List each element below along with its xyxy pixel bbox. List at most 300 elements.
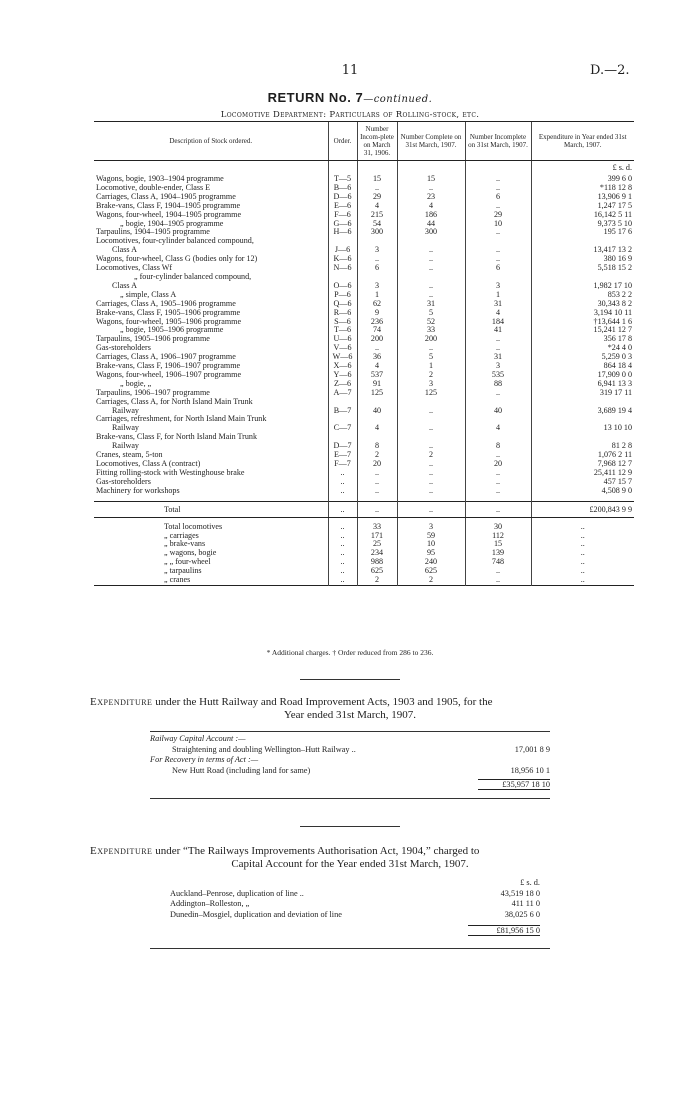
row-incomplete-1907: 41 xyxy=(465,326,531,335)
row-complete-1907: .. xyxy=(397,469,465,478)
row-incomplete-1907: 10 xyxy=(465,220,531,229)
improvements-rule-bottom xyxy=(150,948,550,949)
hutt-rule-bottom xyxy=(150,798,550,799)
table-row xyxy=(94,184,634,193)
row-order: F—7 xyxy=(328,460,357,469)
row-expenditure: 7,968 12 7 xyxy=(531,460,634,469)
table-row xyxy=(94,344,634,353)
col-header-description: Description of Stock ordered. xyxy=(94,122,328,161)
summary-complete-1907: 95 xyxy=(397,549,465,558)
row-order: E—7 xyxy=(328,451,357,460)
summary-incomplete-1907: 139 xyxy=(465,549,531,558)
hutt-item1-amount: 17,001 8 9 xyxy=(514,744,550,754)
total-expenditure: £200,843 9 9 xyxy=(531,501,634,517)
improvements-section xyxy=(170,878,540,936)
row-incomplete-1907: .. xyxy=(465,202,531,211)
row-complete-1907: 52 xyxy=(397,318,465,327)
row-description: Wagons, four-wheel, Class G (bodies only for 12) xyxy=(96,255,258,264)
table-row xyxy=(94,353,634,362)
row-incomplete-1906: 15 xyxy=(357,175,397,184)
total-label: Total xyxy=(94,501,328,517)
table-row xyxy=(94,193,634,202)
table-row xyxy=(94,300,634,309)
row-description: Tarpaulins, 1904–1905 programme xyxy=(96,228,210,237)
row-order: V—6 xyxy=(328,344,357,353)
divider xyxy=(300,679,400,680)
hutt-section xyxy=(150,734,550,790)
row-incomplete-1906: 54 xyxy=(357,220,397,229)
row-complete-1907 xyxy=(397,433,465,442)
summary-incomplete-1907: 748 xyxy=(465,558,531,567)
row-order: C—7 xyxy=(328,424,357,433)
summary-order: .. xyxy=(328,576,357,585)
improvements-item: Dunedin–Mosgiel, duplication and deviation of line xyxy=(170,909,342,919)
table-header-row xyxy=(94,122,634,161)
row-complete-1907: .. xyxy=(397,424,465,433)
row-order: T—6 xyxy=(328,326,357,335)
row-incomplete-1906: .. xyxy=(357,184,397,193)
row-expenditure: 380 16 9 xyxy=(531,255,634,264)
row-incomplete-1907: 31 xyxy=(465,353,531,362)
row-incomplete-1907: 3 xyxy=(465,282,531,291)
row-incomplete-1907: .. xyxy=(465,469,531,478)
summary-complete-1907: 2 xyxy=(397,576,465,585)
row-incomplete-1907: .. xyxy=(465,389,531,398)
row-complete-1907: 200 xyxy=(397,335,465,344)
row-complete-1907: .. xyxy=(397,460,465,469)
row-incomplete-1907: 31 xyxy=(465,300,531,309)
row-expenditure: 81 2 8 xyxy=(531,442,634,451)
row-expenditure: 319 17 11 xyxy=(531,389,634,398)
summary-complete-1907: 10 xyxy=(397,540,465,549)
row-description: Wagons, four-wheel, 1904–1905 programme xyxy=(96,210,242,219)
improvements-item: Addington–Rolleston, „ xyxy=(170,899,250,908)
row-description: Carriages, Class A, 1905–1906 programme xyxy=(96,299,236,308)
hutt-sub1: Railway Capital Account :— xyxy=(150,734,246,743)
table-bottom-border xyxy=(94,585,634,588)
row-complete-1907: .. xyxy=(397,442,465,451)
row-expenditure: 4,508 9 0 xyxy=(531,487,634,496)
currency-header: £ s. d. xyxy=(531,161,634,176)
row-incomplete-1906: 215 xyxy=(357,211,397,220)
hutt-sub2: For Recovery in terms of Act :— xyxy=(150,755,259,764)
summary-incomplete-1906: 2 xyxy=(357,576,397,585)
improvements-heading xyxy=(90,845,610,871)
row-incomplete-1906: 4 xyxy=(357,362,397,371)
summary-incomplete-1906: 988 xyxy=(357,558,397,567)
table-row xyxy=(94,220,634,229)
row-incomplete-1906: .. xyxy=(357,255,397,264)
improvements-heading-label: Expenditure xyxy=(90,845,153,857)
col-header-complete-1907: Number Complete on 31st March, 1907. xyxy=(397,122,465,161)
row-description: Railway xyxy=(112,424,139,433)
improvements-total: £81,956 15 0 xyxy=(468,925,540,936)
row-expenditure xyxy=(531,237,634,246)
row-expenditure: 5,259 0 3 xyxy=(531,353,634,362)
row-order: Y—6 xyxy=(328,371,357,380)
row-description: Railway xyxy=(112,442,139,451)
row-description: Gas-storeholders xyxy=(96,344,151,353)
row-incomplete-1906 xyxy=(357,273,397,282)
row-order: X—6 xyxy=(328,362,357,371)
row-incomplete-1907: 3 xyxy=(465,362,531,371)
row-incomplete-1906: 200 xyxy=(357,335,397,344)
table-row xyxy=(94,264,634,273)
row-order xyxy=(328,273,357,282)
row-complete-1907: 23 xyxy=(397,193,465,202)
row-order: G—6 xyxy=(328,220,357,229)
summary-incomplete-1906: 25 xyxy=(357,540,397,549)
row-complete-1907: 5 xyxy=(397,309,465,318)
row-complete-1907: .. xyxy=(397,344,465,353)
table-row xyxy=(94,246,634,255)
improvements-currency: £ s. d. xyxy=(520,878,540,887)
row-expenditure: 356 17 8 xyxy=(531,335,634,344)
row-incomplete-1907: .. xyxy=(465,255,531,264)
row-incomplete-1907: .. xyxy=(465,344,531,353)
table-row xyxy=(94,451,634,460)
row-complete-1907: .. xyxy=(397,246,465,255)
row-order: B—6 xyxy=(328,184,357,193)
page-subtitle: Locomotive Department: Particulars of Rolling-stock, etc. xyxy=(220,110,480,120)
row-description: Brake-vans, Class F, 1904–1905 programme xyxy=(96,201,241,210)
row-complete-1907 xyxy=(397,273,465,282)
row-order: B—7 xyxy=(328,407,357,416)
summary-order: .. xyxy=(328,523,357,532)
summary-incomplete-1906: 625 xyxy=(357,567,397,576)
hutt-heading xyxy=(90,696,610,722)
improvements-item-amount: 43,519 18 0 xyxy=(500,888,540,898)
row-complete-1907: 15 xyxy=(397,175,465,184)
row-order: P—6 xyxy=(328,291,357,300)
row-expenditure xyxy=(531,415,634,424)
summary-label: „ carriages xyxy=(164,531,199,540)
summary-incomplete-1906: 33 xyxy=(357,523,397,532)
row-complete-1907: 125 xyxy=(397,389,465,398)
row-incomplete-1907: 184 xyxy=(465,318,531,327)
row-description: Machinery for workshops xyxy=(96,486,180,495)
summary-expenditure: .. xyxy=(531,540,634,549)
row-incomplete-1906: 62 xyxy=(357,300,397,309)
summary-complete-1907: 240 xyxy=(397,558,465,567)
row-expenditure: 399 6 0 xyxy=(531,175,634,184)
row-expenditure: 1,076 2 11 xyxy=(531,451,634,460)
row-expenditure: 15,241 12 7 xyxy=(531,326,634,335)
row-complete-1907: 31 xyxy=(397,300,465,309)
row-complete-1907: .. xyxy=(397,487,465,496)
table-row xyxy=(94,442,634,451)
row-complete-1907: .. xyxy=(397,407,465,416)
row-complete-1907: .. xyxy=(397,184,465,193)
row-description: Locomotives, Class A (contract) xyxy=(96,460,201,468)
summary-order: .. xyxy=(328,567,357,576)
row-incomplete-1906: 8 xyxy=(357,442,397,451)
summary-incomplete-1907: 15 xyxy=(465,540,531,549)
row-expenditure: 864 18 4 xyxy=(531,362,634,371)
row-expenditure: 6,941 13 3 xyxy=(531,380,634,389)
summary-label: „ tarpaulins xyxy=(164,567,202,576)
summary-order: .. xyxy=(328,549,357,558)
row-complete-1907: 44 xyxy=(397,220,465,229)
row-complete-1907: .. xyxy=(397,291,465,300)
summary-label: „ brake-vans xyxy=(164,540,206,549)
row-description: Cranes, steam, 5-ton xyxy=(96,451,163,460)
row-expenditure: 9,373 5 10 xyxy=(531,220,634,229)
row-incomplete-1907 xyxy=(465,273,531,282)
row-expenditure: 17,909 0 0 xyxy=(531,371,634,380)
row-order: U—6 xyxy=(328,335,357,344)
table-row xyxy=(94,335,634,344)
row-order xyxy=(328,415,357,424)
row-order: .. xyxy=(328,487,357,496)
summary-row xyxy=(94,558,634,567)
hutt-heading-line2: Year ended 31st March, 1907. xyxy=(283,709,417,721)
row-order xyxy=(328,433,357,442)
row-incomplete-1906: 4 xyxy=(357,424,397,433)
row-incomplete-1906 xyxy=(357,398,397,407)
row-incomplete-1907: 40 xyxy=(465,407,531,416)
row-order: S—6 xyxy=(328,318,357,327)
summary-label: „ wagons, bogie xyxy=(164,549,217,558)
row-incomplete-1906: .. xyxy=(357,344,397,353)
row-description: „ bogie, 1905–1906 programme xyxy=(120,326,224,335)
row-description: „ simple, Class A xyxy=(120,290,177,299)
row-complete-1907: 1 xyxy=(397,362,465,371)
table-row xyxy=(94,398,634,407)
improvements-heading-line1: under “The Railways Improvements Authorisation Act, 1904,” charged to xyxy=(155,845,480,857)
row-order: D—6 xyxy=(328,193,357,202)
row-incomplete-1907: .. xyxy=(465,451,531,460)
row-incomplete-1906 xyxy=(357,237,397,246)
row-complete-1907: 33 xyxy=(397,326,465,335)
row-order: W—6 xyxy=(328,353,357,362)
row-incomplete-1907: 6 xyxy=(465,193,531,202)
row-description: Locomotive, double-ender, Class E xyxy=(96,183,211,192)
summary-complete-1907: 625 xyxy=(397,567,465,576)
table-row xyxy=(94,228,634,237)
row-incomplete-1906: 29 xyxy=(357,193,397,202)
summary-row xyxy=(94,532,634,541)
hutt-item2: New Hutt Road (including land for same) xyxy=(172,765,311,775)
table-row xyxy=(94,326,634,335)
row-order: Z—6 xyxy=(328,380,357,389)
row-incomplete-1907: .. xyxy=(465,487,531,496)
row-description: Class A xyxy=(112,246,137,255)
row-description: Wagons, four-wheel, 1905–1906 programme xyxy=(96,317,242,326)
row-expenditure: 13,906 9 1 xyxy=(531,193,634,202)
row-incomplete-1906: .. xyxy=(357,469,397,478)
row-expenditure: 3,689 19 4 xyxy=(531,407,634,416)
row-order: T—5 xyxy=(328,175,357,184)
summary-row xyxy=(94,567,634,576)
table-row xyxy=(94,407,634,416)
row-incomplete-1906: .. xyxy=(357,487,397,496)
row-complete-1907: .. xyxy=(397,255,465,264)
row-order: H—6 xyxy=(328,228,357,237)
row-expenditure: 853 2 2 xyxy=(531,291,634,300)
row-incomplete-1907: 4 xyxy=(465,309,531,318)
row-incomplete-1907: 20 xyxy=(465,460,531,469)
row-expenditure: *24 4 0 xyxy=(531,344,634,353)
table-row xyxy=(94,211,634,220)
total-incomplete-1907: .. xyxy=(465,501,531,517)
row-expenditure: 5,518 15 2 xyxy=(531,264,634,273)
row-complete-1907: 5 xyxy=(397,353,465,362)
row-incomplete-1907: 4 xyxy=(465,424,531,433)
row-complete-1907 xyxy=(397,415,465,424)
table-row xyxy=(94,424,634,433)
row-order: E—6 xyxy=(328,202,357,211)
row-incomplete-1906: 236 xyxy=(357,318,397,327)
row-description: Carriages, Class A, 1904–1905 programme xyxy=(96,192,236,201)
row-complete-1907 xyxy=(397,398,465,407)
summary-row xyxy=(94,540,634,549)
row-complete-1907 xyxy=(397,237,465,246)
row-incomplete-1907: 88 xyxy=(465,380,531,389)
row-incomplete-1906: 2 xyxy=(357,451,397,460)
row-incomplete-1907: .. xyxy=(465,478,531,487)
row-expenditure: 457 15 7 xyxy=(531,478,634,487)
row-expenditure: 16,142 5 11 xyxy=(531,211,634,220)
hutt-item1: Straightening and doubling Wellington–Hutt Railway .. xyxy=(172,744,356,754)
row-order: .. xyxy=(328,478,357,487)
row-incomplete-1907: .. xyxy=(465,335,531,344)
row-description: Tarpaulins, 1905–1906 programme xyxy=(96,335,210,344)
table-row xyxy=(94,380,634,389)
row-order: Q—6 xyxy=(328,300,357,309)
table-footnote: * Additional charges. † Order reduced from 286 to 236. xyxy=(266,648,434,657)
row-order: J—6 xyxy=(328,246,357,255)
table-row xyxy=(94,478,634,487)
row-incomplete-1906: 6 xyxy=(357,264,397,273)
summary-order: .. xyxy=(328,532,357,541)
table-row xyxy=(94,415,634,424)
summary-incomplete-1906: 234 xyxy=(357,549,397,558)
row-order: N—6 xyxy=(328,264,357,273)
row-incomplete-1906: 537 xyxy=(357,371,397,380)
row-expenditure xyxy=(531,433,634,442)
summary-expenditure: .. xyxy=(531,567,634,576)
row-description: „ bogie, „ xyxy=(120,379,152,388)
row-description: „ four-cylinder balanced compound, xyxy=(134,272,252,281)
table-row xyxy=(94,282,634,291)
row-expenditure: 30,343 8 2 xyxy=(531,300,634,309)
row-order: K—6 xyxy=(328,255,357,264)
table-row xyxy=(94,362,634,371)
hutt-item2-amount: 18,956 10 1 xyxy=(510,765,550,775)
summary-label: Total locomotives xyxy=(164,522,223,531)
row-complete-1907: 4 xyxy=(397,202,465,211)
table-row xyxy=(94,237,634,246)
row-incomplete-1907: 6 xyxy=(465,264,531,273)
row-expenditure: 13 10 10 xyxy=(531,424,634,433)
row-order: F—6 xyxy=(328,211,357,220)
total-row xyxy=(94,501,634,517)
row-description: Locomotives, four-cylinder balanced compound, xyxy=(96,237,254,246)
improvements-item: Auckland–Penrose, duplication of line .. xyxy=(170,888,304,898)
row-complete-1907: 2 xyxy=(397,371,465,380)
row-incomplete-1906: 91 xyxy=(357,380,397,389)
table-row xyxy=(94,175,634,184)
row-description: „ bogie, 1904–1905 programme xyxy=(120,219,224,228)
table-row xyxy=(94,389,634,398)
row-incomplete-1906: 20 xyxy=(357,460,397,469)
row-description: Locomotives, Class Wf xyxy=(96,264,173,273)
row-complete-1907: 2 xyxy=(397,451,465,460)
row-description: Class A xyxy=(112,281,137,290)
summary-expenditure: .. xyxy=(531,532,634,541)
row-incomplete-1906: 1 xyxy=(357,291,397,300)
table-row xyxy=(94,433,634,442)
row-incomplete-1907: 8 xyxy=(465,442,531,451)
row-incomplete-1906: 40 xyxy=(357,407,397,416)
currency-row xyxy=(94,161,634,176)
row-incomplete-1906: .. xyxy=(357,478,397,487)
table-row xyxy=(94,255,634,264)
row-expenditure: 25,411 12 9 xyxy=(531,469,634,478)
row-description: Wagons, bogie, 1903–1904 programme xyxy=(96,175,224,183)
row-expenditure: *118 12 8 xyxy=(531,184,634,193)
row-expenditure: 1,247 17 5 xyxy=(531,202,634,211)
improvements-heading-line2: Capital Account for the Year ended 31st March, 1907. xyxy=(231,858,469,870)
row-incomplete-1907: .. xyxy=(465,246,531,255)
row-expenditure: †13,644 1 6 xyxy=(531,318,634,327)
table-row xyxy=(94,487,634,496)
row-incomplete-1907 xyxy=(465,433,531,442)
summary-incomplete-1907: .. xyxy=(465,567,531,576)
col-header-incomplete-1906: Number Incom-plete on March 31, 1906. xyxy=(357,122,397,161)
row-order: .. xyxy=(328,469,357,478)
summary-expenditure: .. xyxy=(531,558,634,567)
row-complete-1907: 186 xyxy=(397,211,465,220)
summary-row xyxy=(94,576,634,585)
row-incomplete-1906: 4 xyxy=(357,202,397,211)
col-header-order: Order. xyxy=(328,122,357,161)
row-order: O—6 xyxy=(328,282,357,291)
page-number: 11 xyxy=(341,63,359,78)
table-row xyxy=(94,371,634,380)
row-incomplete-1907 xyxy=(465,237,531,246)
table-row xyxy=(94,291,634,300)
row-description: Tarpaulins, 1906–1907 programme xyxy=(96,388,210,397)
summary-incomplete-1906: 171 xyxy=(357,532,397,541)
col-header-expenditure: Expenditure in Year ended 31st March, 1907. xyxy=(531,122,634,161)
row-order: R—6 xyxy=(328,309,357,318)
row-expenditure: 195 17 6 xyxy=(531,228,634,237)
row-incomplete-1907: 1 xyxy=(465,291,531,300)
hutt-heading-label: Expenditure xyxy=(90,696,153,708)
hutt-heading-line1: under the Hutt Railway and Road Improvement Acts, 1903 and 1905, for the xyxy=(155,696,493,708)
row-description: Fitting rolling-stock with Westinghouse brake xyxy=(96,468,245,477)
summary-incomplete-1907: .. xyxy=(465,576,531,585)
row-incomplete-1907: 29 xyxy=(465,211,531,220)
row-incomplete-1906: 300 xyxy=(357,228,397,237)
document-reference: D.—2. xyxy=(590,63,630,78)
summary-row xyxy=(94,523,634,532)
row-expenditure xyxy=(531,398,634,407)
row-complete-1907: .. xyxy=(397,264,465,273)
row-expenditure: 1,982 17 10 xyxy=(531,282,634,291)
summary-expenditure: .. xyxy=(531,523,634,532)
total-incomplete-1906: .. xyxy=(357,501,397,517)
divider xyxy=(300,826,400,827)
page-title xyxy=(0,90,700,106)
col-header-incomplete-1907: Number Incomplete on 31st March, 1907. xyxy=(465,122,531,161)
table-row xyxy=(94,202,634,211)
table-row xyxy=(94,318,634,327)
improvements-item-amount: 38,025 6 0 xyxy=(504,909,540,919)
row-incomplete-1906: 125 xyxy=(357,389,397,398)
